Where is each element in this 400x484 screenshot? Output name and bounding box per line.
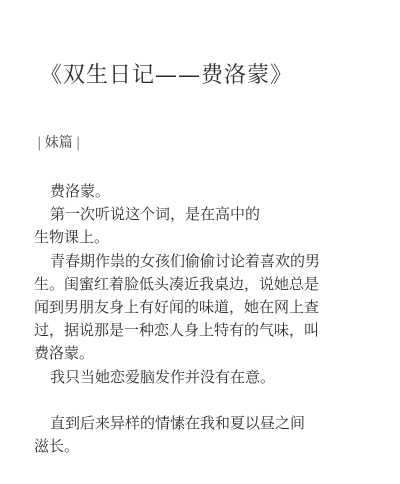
paragraph-spacer <box>34 389 372 412</box>
paragraph-line: 第一次听说这个词，是在高中的 <box>50 205 261 224</box>
paragraph-line: 生物课上。 <box>34 228 110 247</box>
article-body <box>34 180 372 458</box>
paragraph-line: 费洛蒙。 <box>34 344 95 363</box>
article-title: 《双生日记——费洛蒙》 <box>40 63 294 88</box>
paragraph-line: 闻到男朋友身上有好闻的味道，她在网上查 <box>34 297 320 316</box>
section-divider-left: | <box>37 135 42 151</box>
paragraph-line: 生。闺蜜红着脸低头凑近我桌边，说她总是 <box>34 274 320 293</box>
section-label: 妹篇 <box>44 135 73 151</box>
paragraph-line: 滋长。 <box>34 437 80 456</box>
paragraph-line: 费洛蒙。 <box>50 182 111 200</box>
paragraph-line: 我只当她恋爱脑发作并没有在意。 <box>50 367 276 386</box>
paragraph-line: 直到后来异样的情愫在我和夏以昼之间 <box>50 413 306 432</box>
paragraph-line: 过，据说那是一种恋人身上特有的气味，叫 <box>34 321 320 340</box>
paragraph-line: 青春期作祟的女孩们偷偷讨论着喜欢的男 <box>50 251 321 270</box>
section-header <box>34 132 83 152</box>
section-divider-right: | <box>75 135 81 151</box>
